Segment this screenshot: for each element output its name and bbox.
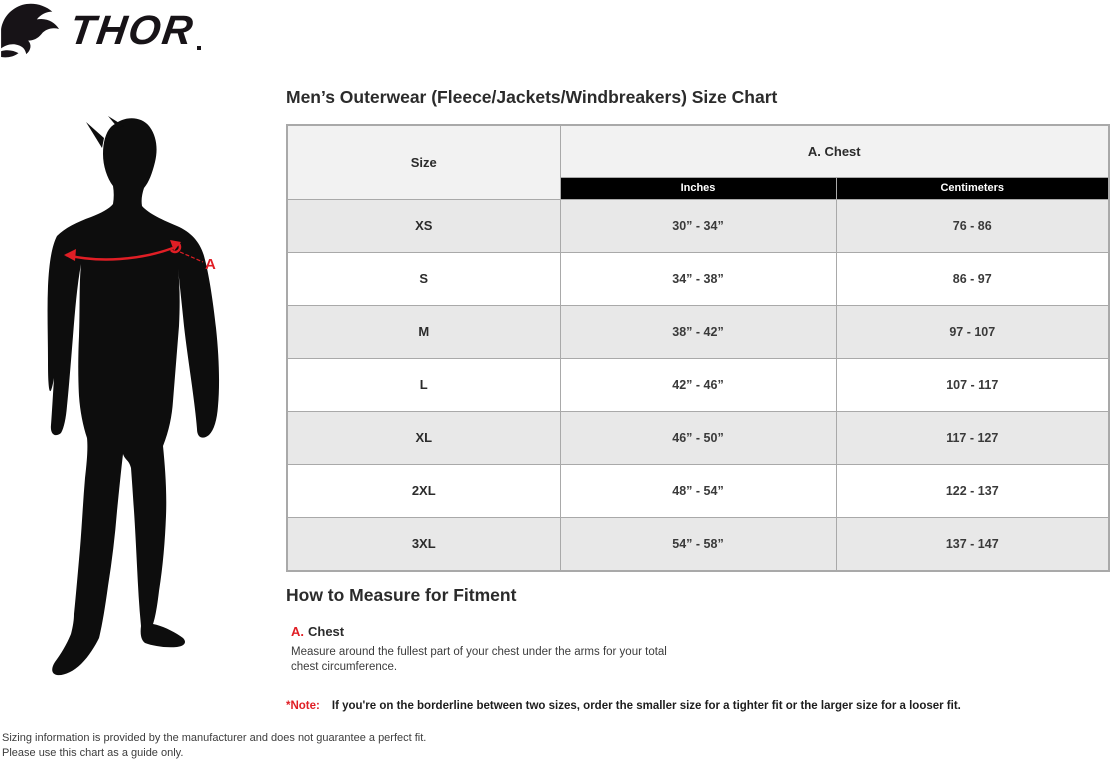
note-prefix: *Note: xyxy=(286,700,320,712)
inches-cell: 30” - 34” xyxy=(560,199,836,252)
table-row xyxy=(287,252,1109,305)
inches-cell: 54” - 58” xyxy=(560,517,836,571)
disclaimer-line-1: Sizing information is provided by the manufacturer and does not guarantee a perfect fit. xyxy=(2,732,427,744)
table-row xyxy=(287,305,1109,358)
measure-description: Measure around the fullest part of your chest under the arms for your total chest circumference. xyxy=(291,646,667,673)
col-header-chest: A. Chest xyxy=(560,125,1109,177)
size-cell: S xyxy=(287,252,560,305)
table-row xyxy=(287,199,1109,252)
note-text: If you're on the borderline between two sizes, order the smaller size for a tighter fit or the larger size for a looser fit. xyxy=(331,700,961,712)
table-row xyxy=(287,517,1109,571)
measure-item-chest xyxy=(291,623,701,675)
sizing-note xyxy=(286,700,961,712)
page-title: Men’s Outerwear (Fleece/Jackets/Windbreakers) Size Chart xyxy=(286,87,778,107)
inches-cell: 42” - 46” xyxy=(560,358,836,411)
inches-cell: 38” - 42” xyxy=(560,305,836,358)
cm-cell: 86 - 97 xyxy=(836,252,1109,305)
size-cell: XL xyxy=(287,411,560,464)
cm-cell: 117 - 127 xyxy=(836,411,1109,464)
size-cell: M xyxy=(287,305,560,358)
col-header-centimeters: Centimeters xyxy=(836,177,1109,199)
cm-cell: 107 - 117 xyxy=(836,358,1109,411)
table-row xyxy=(287,411,1109,464)
cm-cell: 137 - 147 xyxy=(836,517,1109,571)
size-cell: L xyxy=(287,358,560,411)
cm-cell: 76 - 86 xyxy=(836,199,1109,252)
disclaimer-footer xyxy=(2,731,426,759)
measure-section-heading: How to Measure for Fitment xyxy=(286,585,517,605)
disclaimer-line-2: Please use this chart as a guide only. xyxy=(2,746,184,759)
measure-name: Chest xyxy=(308,624,345,639)
size-cell: 2XL xyxy=(287,464,560,517)
inches-cell: 46” - 50” xyxy=(560,411,836,464)
table-row xyxy=(287,358,1109,411)
thor-logo xyxy=(0,0,201,60)
cm-cell: 122 - 137 xyxy=(836,464,1109,517)
measurement-label-a: A xyxy=(205,256,216,273)
table-row xyxy=(287,464,1109,517)
col-header-inches: Inches xyxy=(560,177,836,199)
size-cell: XS xyxy=(287,199,560,252)
male-silhouette-figure xyxy=(40,116,240,691)
size-cell: 3XL xyxy=(287,517,560,571)
measure-key: A. xyxy=(291,624,304,639)
inches-cell: 48” - 54” xyxy=(560,464,836,517)
thor-goat-icon xyxy=(0,2,64,58)
trademark-dot xyxy=(197,46,201,50)
inches-cell: 34” - 38” xyxy=(560,252,836,305)
cm-cell: 97 - 107 xyxy=(836,305,1109,358)
thor-wordmark: THOR xyxy=(66,6,198,53)
col-header-size: Size xyxy=(287,125,560,199)
size-chart-table xyxy=(286,124,1110,572)
